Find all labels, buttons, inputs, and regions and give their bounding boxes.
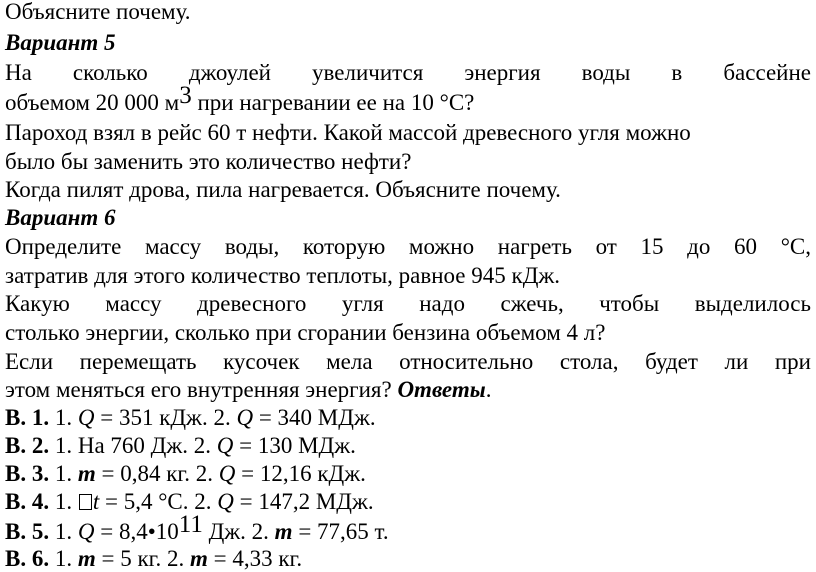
answer-variable: Q [216,433,234,458]
answer-text: = 4,33 кг. [207,546,303,571]
v6-question-2-line-1: Какую массу древесного угля надо сжечь, чтобы выделилось [5,291,811,316]
answer-text: = 12,16 кДж. [235,461,366,486]
v5-question-1-line-1: На сколько джоулей увеличится энергия воды в бассейне [5,60,811,85]
answer-text: 1. [49,461,78,486]
variant-5-title: Вариант 5 [5,30,116,55]
answer-text: 1. [49,405,78,430]
answer-variable: m [189,546,208,571]
v6-q3-text: этом меняться его внутренняя энергия? [5,377,398,402]
answer-text: = 8,4•10 [94,519,179,544]
answer-label: В. 5. [5,519,50,544]
v5-q1-text-b: при нагревании ее на 10 °С? [191,90,475,115]
v6-question-3-line-2 [5,377,811,403]
answer-row-5 [5,511,811,545]
answer-variable: Q [77,405,95,430]
answer-row-4 [5,489,811,515]
answer-text: = 147,2 МДж. [233,489,374,514]
answer-variable: m [274,519,293,544]
answer-variable: m [77,461,96,486]
answer-label: В. 1. [5,405,50,430]
answer-variable: m [77,546,96,571]
v6-question-2-line-2: столько энергии, сколько при сгорании бензина объемом 4 л? [5,320,606,345]
answer-text: = 0,84 кг. 2. [95,461,219,486]
answer-text: 1. [49,546,78,571]
answer-text: = 340 МДж. [253,405,376,430]
answer-row-2 [5,433,811,459]
answer-label: В. 4. [5,489,50,514]
v6-question-3-line-1: Если перемещать кусочек мела относительно стола, будет ли при [5,349,811,374]
answer-text: = 351 кДж. 2. [94,405,237,430]
answer-label: В. 2. [5,433,50,458]
answer-text: Дж. 2. [202,519,275,544]
v5-question-2-line-2: было бы заменить это количество нефти? [5,149,412,174]
answer-text: = 77,65 т. [292,519,389,544]
v5-q1-text-a: объемом 20 000 м [5,90,180,115]
v5-question-1-line-2 [5,82,811,116]
answer-text: 1. [49,489,78,514]
answer-text: 1. [49,519,78,544]
answers-heading-dot: . [485,377,492,402]
answer-variable: Q [218,461,236,486]
answer-text: = 5,4 °С. 2. [99,489,218,514]
answer-text: = 130 МДж. [233,433,356,458]
answer-text: 1. На 760 Дж. 2. [49,433,217,458]
v5-question-3: Когда пилят дрова, пила нагревается. Объясните почему. [5,177,561,202]
answer-exponent: 11 [178,511,203,538]
v6-question-1-line-1: Определите массу воды, которую можно нагреть от 15 до 60 °С, [5,234,811,259]
answer-label: В. 6. [5,546,50,571]
v5-q1-superscript: 3 [179,82,192,109]
answer-row-6 [5,546,811,572]
answer-variable: Q [236,405,254,430]
answer-variable: t [92,489,100,514]
missing-glyph-box-icon [79,494,92,510]
answer-row-1 [5,405,811,431]
answer-row-3 [5,461,811,487]
v5-question-2-line-1: Пароход взял в рейс 60 т нефти. Какой массой древесного угля можно [5,120,691,145]
answer-label: В. 3. [5,461,50,486]
intro-line: Объясните почему. [5,0,191,24]
answer-variable: Q [77,519,95,544]
v6-question-1-line-2: затратив для этого количество теплоты, равное 945 кДж. [5,263,561,288]
variant-6-title: Вариант 6 [5,205,116,230]
answers-heading: Ответы [397,377,486,402]
answer-variable: Q [217,489,234,514]
answer-text: = 5 кг. 2. [95,546,190,571]
